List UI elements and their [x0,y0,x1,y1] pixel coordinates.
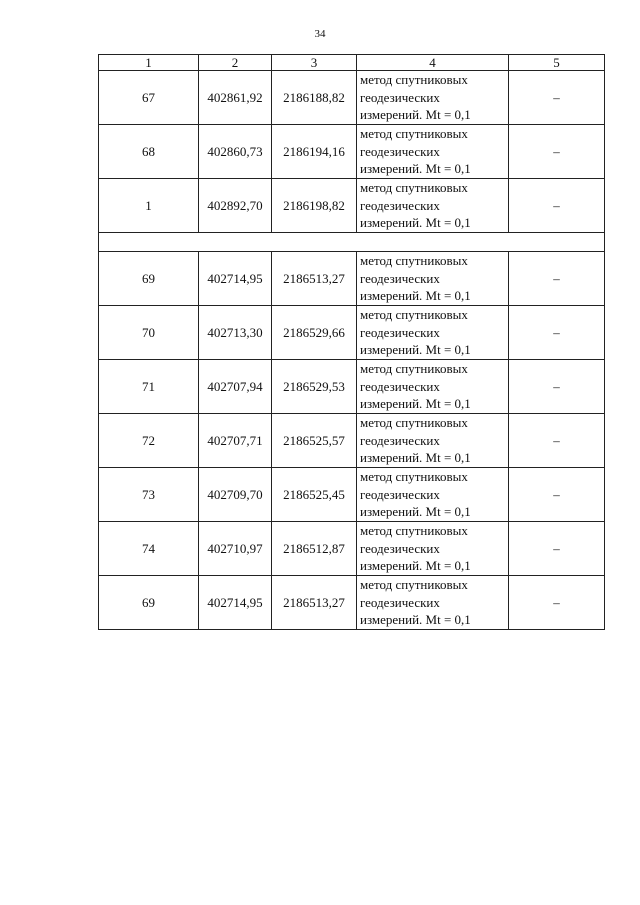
column-header: 4 [357,55,509,71]
point-number-cell: 74 [99,522,199,576]
note-cell [509,306,605,360]
note-dash: – [553,324,560,340]
point-number-cell: 70 [99,306,199,360]
method-line: метод спутниковых [360,523,468,539]
x-coordinate-cell: 402714,95 [199,576,272,630]
note-cell [509,414,605,468]
method-line: измерений. Mt = 0,1 [360,107,471,123]
method-line: метод спутниковых [360,361,468,377]
point-number-cell: 69 [99,576,199,630]
table-row [99,252,605,306]
note-cell [509,360,605,414]
method-line: геодезических [360,432,440,448]
y-coordinate-cell: 2186529,53 [272,360,357,414]
note-dash: – [553,432,560,448]
x-coordinate-cell: 402709,70 [199,468,272,522]
y-coordinate-cell: 2186513,27 [272,252,357,306]
note-cell [509,179,605,233]
method-line: геодезических [360,197,440,213]
point-number-cell: 71 [99,360,199,414]
note-cell [509,468,605,522]
method-line: метод спутниковых [360,72,468,88]
table-row [99,468,605,522]
table-row [99,125,605,179]
method-cell [357,360,509,414]
method-line: измерений. Mt = 0,1 [360,558,471,574]
method-cell [357,252,509,306]
method-line: геодезических [360,143,440,159]
table-header-row [99,55,605,71]
method-line: измерений. Mt = 0,1 [360,450,471,466]
x-coordinate-cell: 402861,92 [199,71,272,125]
note-dash: – [553,486,560,502]
table-row [99,360,605,414]
note-cell [509,252,605,306]
method-line: геодезических [360,270,440,286]
method-line: метод спутниковых [360,577,468,593]
method-cell [357,576,509,630]
method-line: геодезических [360,486,440,502]
table-row [99,576,605,630]
note-dash: – [553,143,560,159]
note-cell [509,576,605,630]
point-number-cell: 67 [99,71,199,125]
point-number-cell: 72 [99,414,199,468]
method-line: измерений. Mt = 0,1 [360,612,471,628]
x-coordinate-cell: 402860,73 [199,125,272,179]
table-row [99,522,605,576]
y-coordinate-cell: 2186513,27 [272,576,357,630]
y-coordinate-cell: 2186525,45 [272,468,357,522]
coordinates-table [98,54,605,630]
y-coordinate-cell: 2186529,66 [272,306,357,360]
y-coordinate-cell: 2186188,82 [272,71,357,125]
note-dash: – [553,540,560,556]
y-coordinate-cell: 2186512,87 [272,522,357,576]
method-line: измерений. Mt = 0,1 [360,161,471,177]
x-coordinate-cell: 402892,70 [199,179,272,233]
table-row [99,414,605,468]
method-line: геодезических [360,89,440,105]
method-line: метод спутниковых [360,307,468,323]
method-cell [357,468,509,522]
method-line: измерений. Mt = 0,1 [360,342,471,358]
method-line: геодезических [360,594,440,610]
method-line: метод спутниковых [360,469,468,485]
method-cell [357,179,509,233]
note-dash: – [553,378,560,394]
separator-cell [99,233,605,252]
method-cell [357,414,509,468]
x-coordinate-cell: 402710,97 [199,522,272,576]
point-number-cell: 68 [99,125,199,179]
method-line: измерений. Mt = 0,1 [360,288,471,304]
column-header: 3 [272,55,357,71]
method-line: метод спутниковых [360,180,468,196]
note-dash: – [553,89,560,105]
y-coordinate-cell: 2186198,82 [272,179,357,233]
table-row [99,179,605,233]
note-dash: – [553,197,560,213]
note-cell [509,125,605,179]
note-cell [509,71,605,125]
page-number: 34 [314,28,326,40]
table-body [99,71,605,630]
y-coordinate-cell: 2186525,57 [272,414,357,468]
column-header: 2 [199,55,272,71]
method-cell [357,71,509,125]
point-number-cell: 69 [99,252,199,306]
column-header: 1 [99,55,199,71]
method-line: измерений. Mt = 0,1 [360,504,471,520]
point-number-cell: 73 [99,468,199,522]
note-dash: – [553,594,560,610]
note-cell [509,522,605,576]
table-row [99,71,605,125]
method-line: измерений. Mt = 0,1 [360,396,471,412]
table-row [99,306,605,360]
method-cell [357,306,509,360]
method-line: геодезических [360,540,440,556]
x-coordinate-cell: 402707,71 [199,414,272,468]
point-number-cell: 1 [99,179,199,233]
method-line: метод спутниковых [360,126,468,142]
y-coordinate-cell: 2186194,16 [272,125,357,179]
x-coordinate-cell: 402707,94 [199,360,272,414]
contour-separator-row [99,233,605,252]
method-line: метод спутниковых [360,415,468,431]
column-header: 5 [509,55,605,71]
method-cell [357,125,509,179]
method-line: метод спутниковых [360,253,468,269]
x-coordinate-cell: 402713,30 [199,306,272,360]
method-line: измерений. Mt = 0,1 [360,215,471,231]
x-coordinate-cell: 402714,95 [199,252,272,306]
method-cell [357,522,509,576]
note-dash: – [553,270,560,286]
method-line: геодезических [360,324,440,340]
method-line: геодезических [360,378,440,394]
